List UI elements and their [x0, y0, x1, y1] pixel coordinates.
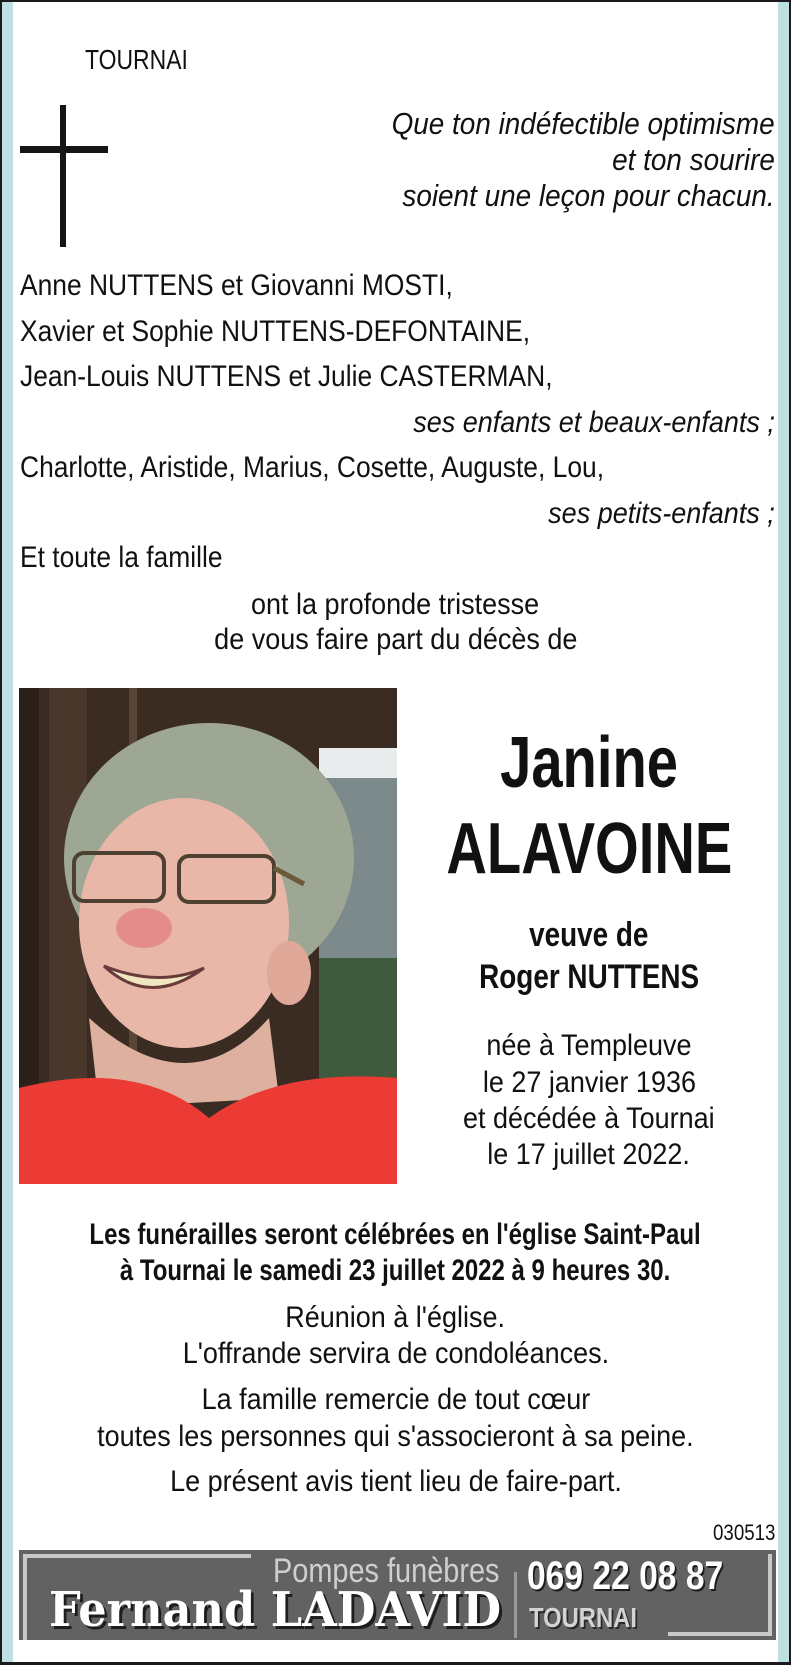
reference-number: 030513	[712, 1520, 775, 1545]
birth-place: née à Templeuve	[486, 1029, 692, 1062]
other-family: Et toute la famille	[20, 541, 223, 574]
family-child-3: Jean-Louis NUTTENS et Julie CASTERMAN,	[20, 360, 553, 393]
announcement-line-2: de vous faire part du décès de	[213, 623, 578, 656]
birth-date: le 27 janvier 1936	[482, 1066, 696, 1099]
announcement-line-1: ont la profonde tristesse	[251, 588, 540, 621]
funeral-home-name: Fernand LADAVID	[49, 1582, 502, 1638]
quote-line-2: et ton sourire	[612, 142, 775, 177]
funeral-home-city: TOURNAI	[529, 1602, 637, 1633]
grandchildren-names: Charlotte, Aristide, Marius, Cosette, Auguste, Lou,	[20, 451, 605, 484]
banner-divider	[514, 1572, 517, 1638]
funeral-details-line-1: Les funérailles seront célébrées en l'église Saint-Paul	[89, 1218, 702, 1251]
family-child-1: Anne NUTTENS et Giovanni MOSTI,	[20, 269, 453, 302]
death-date: le 17 juillet 2022.	[487, 1138, 691, 1171]
funeral-home-phone: 069 22 08 87	[527, 1554, 724, 1598]
deceased-last-name: ALAVOINE	[445, 809, 733, 889]
death-place: et décédée à Tournai	[463, 1102, 715, 1135]
offering-info: L'offrande servira de condoléances.	[182, 1337, 609, 1370]
grandchildren-label: ses petits-enfants ;	[548, 497, 775, 530]
widow-of-line-2: Roger NUTTENS	[479, 958, 699, 996]
deceased-photo	[19, 688, 397, 1184]
notice-text: Le présent avis tient lieu de faire-part.	[169, 1465, 622, 1498]
funeral-home-subtitle: Pompes funèbres	[272, 1552, 499, 1590]
quote-line-1: Que ton indéfectible optimisme	[391, 106, 775, 141]
thanks-line-1: La famille remercie de tout cœur	[201, 1383, 590, 1416]
banner-frame-line	[768, 1554, 772, 1636]
funeral-details-line-2: à Tournai le samedi 23 juillet 2022 à 9 heures 30.	[120, 1254, 671, 1287]
quote-line-3: soient une leçon pour chacun.	[402, 178, 775, 213]
city-header: TOURNAI	[85, 44, 188, 75]
banner-frame-line	[23, 1554, 27, 1640]
thanks-line-2: toutes les personnes qui s'associeront à sa peine.	[97, 1420, 694, 1453]
family-child-2: Xavier et Sophie NUTTENS-DEFONTAINE,	[20, 315, 531, 348]
meeting-info: Réunion à l'église.	[285, 1301, 506, 1334]
banner-frame-line	[23, 1554, 251, 1558]
widow-of-line-1: veuve de	[529, 916, 649, 954]
children-label: ses enfants et beaux-enfants ;	[413, 406, 775, 439]
funeral-home-banner	[19, 1550, 776, 1640]
deceased-first-name: Janine	[500, 723, 678, 803]
banner-frame-line	[668, 1632, 772, 1636]
